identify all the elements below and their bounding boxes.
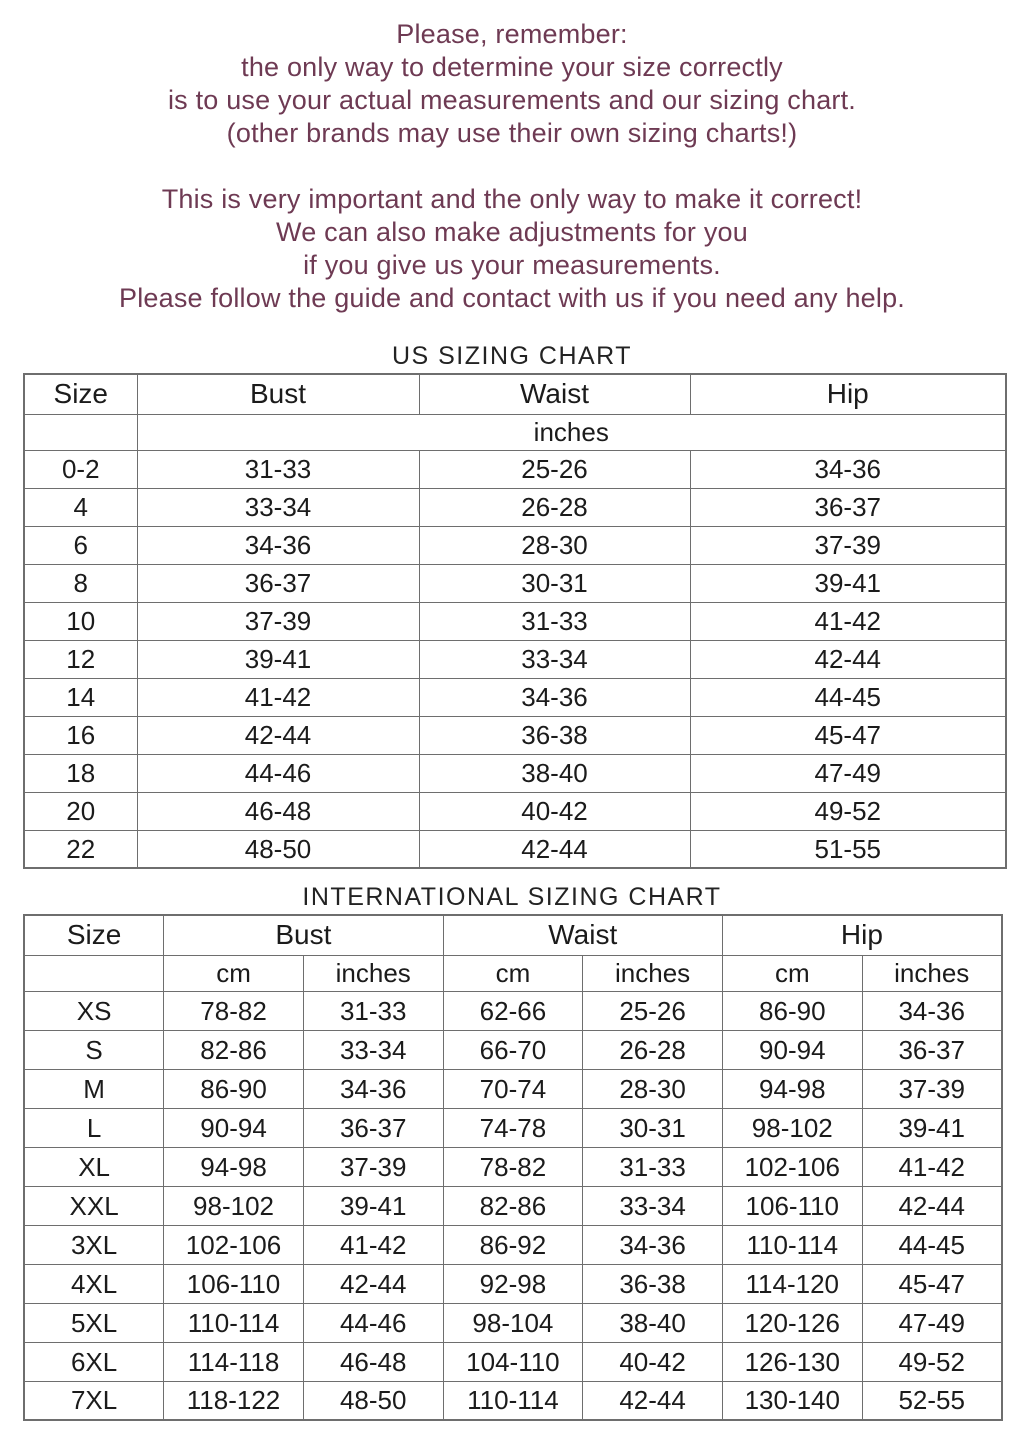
table-cell: 66-70 [443, 1030, 583, 1069]
table-cell: 42-44 [583, 1381, 723, 1420]
table-cell: 46-48 [137, 792, 419, 830]
table-cell: 37-39 [862, 1069, 1002, 1108]
table-row [24, 1303, 1002, 1342]
table-row [24, 1186, 1002, 1225]
table-row [24, 640, 1006, 678]
table-cell: 3XL [24, 1225, 164, 1264]
table-cell: 18 [24, 754, 137, 792]
table-cell: 26-28 [583, 1030, 723, 1069]
table-cell: 74-78 [443, 1108, 583, 1147]
table-row [24, 678, 1006, 716]
table-cell: 30-31 [419, 564, 690, 602]
table-cell: 22 [24, 830, 137, 868]
table-cell: 41-42 [303, 1225, 443, 1264]
table-cell: 4 [24, 488, 137, 526]
table-cell: 10 [24, 602, 137, 640]
table-cell: M [24, 1069, 164, 1108]
table-cell: 94-98 [164, 1147, 304, 1186]
table-cell: 36-38 [419, 716, 690, 754]
table-cell: 33-34 [419, 640, 690, 678]
table-row [24, 792, 1006, 830]
table-cell: 130-140 [722, 1381, 862, 1420]
table-row [24, 1030, 1002, 1069]
table-cell: 38-40 [419, 754, 690, 792]
table-cell: 102-106 [722, 1147, 862, 1186]
table-cell: 49-52 [690, 792, 1006, 830]
table-cell: 4XL [24, 1264, 164, 1303]
table-cell: 41-42 [137, 678, 419, 716]
intl-unit-waist-cm: cm [443, 955, 583, 991]
table-cell: 34-36 [137, 526, 419, 564]
intl-header-size: Size [24, 915, 164, 955]
table-cell: 41-42 [690, 602, 1006, 640]
us-header-row [24, 374, 1006, 414]
table-cell: 92-98 [443, 1264, 583, 1303]
table-row [24, 1108, 1002, 1147]
intl-header-waist: Waist [443, 915, 722, 955]
table-cell: 36-38 [583, 1264, 723, 1303]
table-cell: 39-41 [690, 564, 1006, 602]
intro-line: the only way to determine your size correctly [241, 52, 783, 82]
table-cell: 42-44 [690, 640, 1006, 678]
intro-line: We can also make adjustments for you [276, 217, 748, 247]
table-cell: 98-104 [443, 1303, 583, 1342]
intl-unit-hip-inches: inches [862, 955, 1002, 991]
table-cell: 86-90 [722, 991, 862, 1030]
table-cell: 48-50 [303, 1381, 443, 1420]
table-cell: 102-106 [164, 1225, 304, 1264]
intl-unit-hip-cm: cm [722, 955, 862, 991]
table-cell: 6 [24, 526, 137, 564]
table-cell: 36-37 [137, 564, 419, 602]
us-unit-label: inches [137, 414, 1006, 450]
table-cell: 30-31 [583, 1108, 723, 1147]
us-header-hip: Hip [690, 374, 1006, 414]
table-cell: 114-118 [164, 1342, 304, 1381]
us-table-header [24, 374, 1006, 450]
table-row [24, 1342, 1002, 1381]
table-cell: 34-36 [583, 1225, 723, 1264]
table-cell: 36-37 [690, 488, 1006, 526]
table-cell: 28-30 [419, 526, 690, 564]
table-cell: 110-114 [443, 1381, 583, 1420]
table-cell: 37-39 [303, 1147, 443, 1186]
international-sizing-table [23, 914, 1003, 1421]
table-row [24, 1225, 1002, 1264]
table-cell: 70-74 [443, 1069, 583, 1108]
us-header-size: Size [24, 374, 137, 414]
table-cell: 82-86 [164, 1030, 304, 1069]
intro-line: if you give us your measurements. [303, 250, 721, 280]
intl-header-row [24, 915, 1002, 955]
table-cell: 40-42 [419, 792, 690, 830]
table-cell: 90-94 [722, 1030, 862, 1069]
table-cell: 49-52 [862, 1342, 1002, 1381]
table-cell: 31-33 [303, 991, 443, 1030]
table-cell: S [24, 1030, 164, 1069]
table-cell: XXL [24, 1186, 164, 1225]
table-cell: 78-82 [443, 1147, 583, 1186]
table-row [24, 1147, 1002, 1186]
table-cell: 31-33 [583, 1147, 723, 1186]
table-cell: 104-110 [443, 1342, 583, 1381]
table-cell: XL [24, 1147, 164, 1186]
intl-unit-row [24, 955, 1002, 991]
table-cell: 94-98 [722, 1069, 862, 1108]
table-cell: 34-36 [303, 1069, 443, 1108]
intl-table-header [24, 915, 1002, 991]
table-cell: 120-126 [722, 1303, 862, 1342]
table-cell: 26-28 [419, 488, 690, 526]
table-cell: 118-122 [164, 1381, 304, 1420]
intl-table-body [24, 991, 1002, 1420]
table-cell: 7XL [24, 1381, 164, 1420]
table-cell: 110-114 [164, 1303, 304, 1342]
table-cell: 42-44 [862, 1186, 1002, 1225]
us-table-body [24, 450, 1006, 868]
table-cell: 36-37 [862, 1030, 1002, 1069]
table-cell: 86-92 [443, 1225, 583, 1264]
table-cell: 16 [24, 716, 137, 754]
intro-paragraph-1 [0, 18, 1024, 150]
table-cell: 34-36 [690, 450, 1006, 488]
table-cell: 46-48 [303, 1342, 443, 1381]
intl-unit-bust-cm: cm [164, 955, 304, 991]
table-row [24, 450, 1006, 488]
table-cell: 90-94 [164, 1108, 304, 1147]
table-cell: 110-114 [722, 1225, 862, 1264]
table-cell: 42-44 [419, 830, 690, 868]
table-cell: 44-46 [303, 1303, 443, 1342]
table-cell: 45-47 [690, 716, 1006, 754]
table-cell: 20 [24, 792, 137, 830]
intro-line: is to use your actual measurements and our sizing chart. [167, 85, 857, 115]
table-cell: 34-36 [862, 991, 1002, 1030]
us-header-bust: Bust [137, 374, 419, 414]
table-cell: 47-49 [862, 1303, 1002, 1342]
intro-line: (other brands may use their own sizing charts!) [226, 118, 798, 148]
table-row [24, 1264, 1002, 1303]
table-row [24, 716, 1006, 754]
intro-paragraph-2 [0, 183, 1024, 315]
intro-line: Please, remember: [396, 19, 628, 49]
table-cell: 44-45 [690, 678, 1006, 716]
table-cell: 33-34 [583, 1186, 723, 1225]
table-cell: 62-66 [443, 991, 583, 1030]
table-cell: 12 [24, 640, 137, 678]
table-cell: 126-130 [722, 1342, 862, 1381]
table-cell: 78-82 [164, 991, 304, 1030]
table-row [24, 564, 1006, 602]
us-header-waist: Waist [419, 374, 690, 414]
table-row [24, 526, 1006, 564]
table-cell: 39-41 [862, 1108, 1002, 1147]
intl-unit-waist-inches: inches [583, 955, 723, 991]
intro-line: Please follow the guide and contact with us if you need any help. [118, 283, 905, 313]
table-cell: L [24, 1108, 164, 1147]
table-cell: 33-34 [137, 488, 419, 526]
table-cell: 8 [24, 564, 137, 602]
table-cell: 38-40 [583, 1303, 723, 1342]
table-cell: 34-36 [419, 678, 690, 716]
table-cell: XS [24, 991, 164, 1030]
intl-header-hip: Hip [722, 915, 1001, 955]
table-cell: 98-102 [722, 1108, 862, 1147]
table-cell: 98-102 [164, 1186, 304, 1225]
table-cell: 47-49 [690, 754, 1006, 792]
table-cell: 0-2 [24, 450, 137, 488]
table-cell: 51-55 [690, 830, 1006, 868]
table-cell: 42-44 [303, 1264, 443, 1303]
table-cell: 33-34 [303, 1030, 443, 1069]
table-cell: 39-41 [303, 1186, 443, 1225]
intro-note [0, 18, 1024, 315]
table-cell: 25-26 [419, 450, 690, 488]
us-unit-empty-cell [24, 414, 137, 450]
table-cell: 41-42 [862, 1147, 1002, 1186]
table-cell: 5XL [24, 1303, 164, 1342]
intl-unit-empty-cell [24, 955, 164, 991]
table-cell: 28-30 [583, 1069, 723, 1108]
intl-header-bust: Bust [164, 915, 443, 955]
table-cell: 42-44 [137, 716, 419, 754]
us-unit-row [24, 414, 1006, 450]
table-cell: 44-46 [137, 754, 419, 792]
intl-unit-bust-inches: inches [303, 955, 443, 991]
table-row [24, 754, 1006, 792]
table-cell: 106-110 [722, 1186, 862, 1225]
table-cell: 82-86 [443, 1186, 583, 1225]
table-cell: 36-37 [303, 1108, 443, 1147]
table-cell: 48-50 [137, 830, 419, 868]
us-chart-title: US SIZING CHART [391, 342, 633, 370]
table-cell: 86-90 [164, 1069, 304, 1108]
table-cell: 106-110 [164, 1264, 304, 1303]
table-cell: 45-47 [862, 1264, 1002, 1303]
table-cell: 114-120 [722, 1264, 862, 1303]
table-cell: 52-55 [862, 1381, 1002, 1420]
table-cell: 14 [24, 678, 137, 716]
table-cell: 40-42 [583, 1342, 723, 1381]
table-row [24, 488, 1006, 526]
table-cell: 37-39 [137, 602, 419, 640]
table-cell: 39-41 [137, 640, 419, 678]
intro-line: This is very important and the only way to make it correct! [161, 184, 863, 214]
table-row [24, 1381, 1002, 1420]
table-cell: 31-33 [137, 450, 419, 488]
intl-chart-title: INTERNATIONAL SIZING CHART [302, 883, 722, 911]
table-row [24, 1069, 1002, 1108]
us-sizing-table [23, 373, 1007, 869]
table-cell: 44-45 [862, 1225, 1002, 1264]
table-row [24, 991, 1002, 1030]
table-cell: 6XL [24, 1342, 164, 1381]
table-cell: 31-33 [419, 602, 690, 640]
table-cell: 25-26 [583, 991, 723, 1030]
table-cell: 37-39 [690, 526, 1006, 564]
table-row [24, 602, 1006, 640]
table-row [24, 830, 1006, 868]
